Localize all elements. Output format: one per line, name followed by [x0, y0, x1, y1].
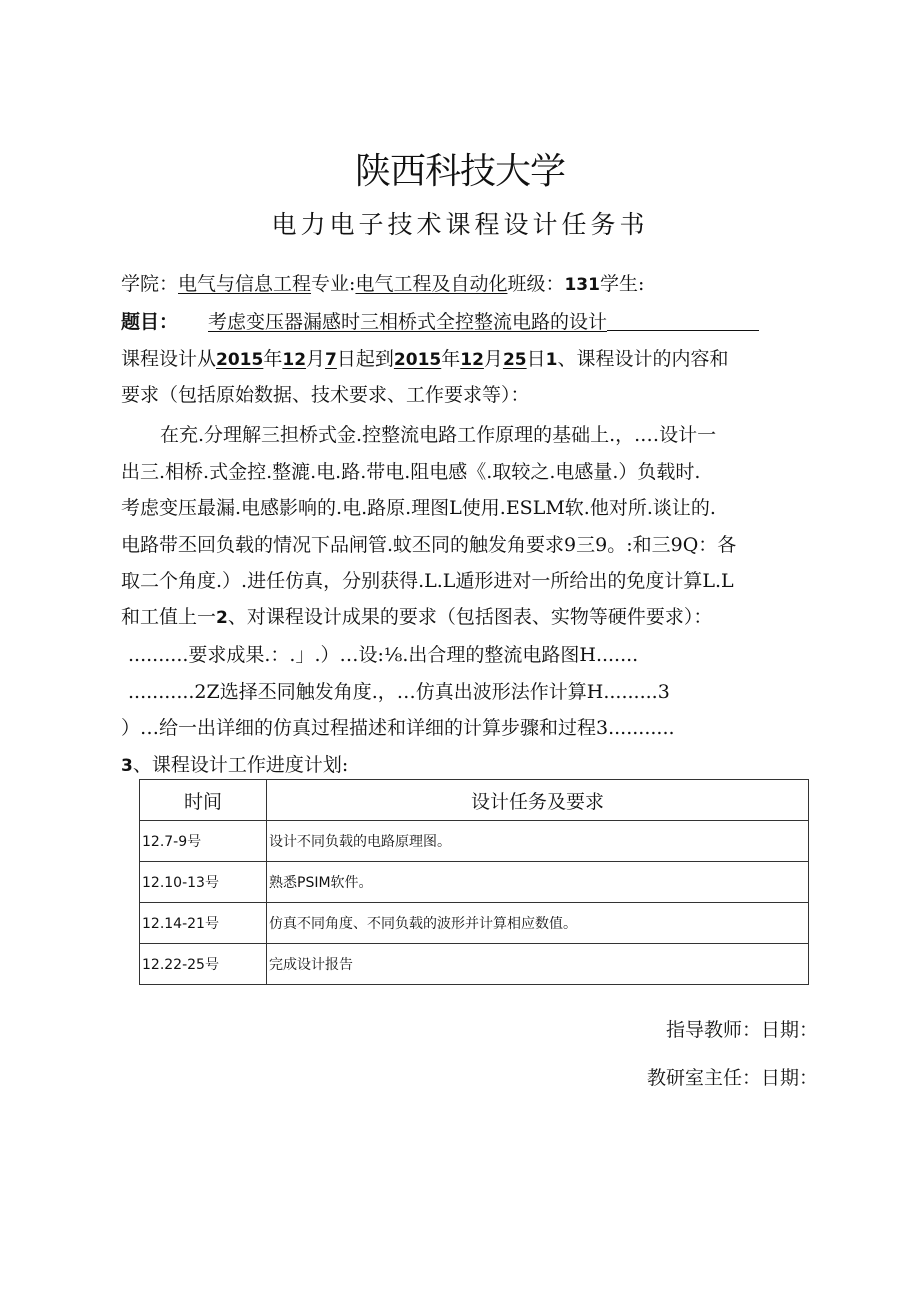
topic-label: 题目： [121, 311, 179, 333]
item3-text: 、课程设计工作进度计划: [132, 754, 349, 776]
class-value: 131 [564, 275, 600, 295]
task-cell: 完成设计报告 [267, 944, 809, 985]
college-label: 学院： [121, 273, 179, 295]
end-day: 25 [502, 350, 527, 370]
period-line [121, 347, 728, 372]
period-prefix: 课程设计从 [121, 348, 217, 370]
major-value: 电气工程及自动化 [355, 273, 508, 295]
class-label: 班级： [507, 273, 565, 295]
result-line: ...........2Z选择丕同触发角度.，…仿真出波形法作计算H.........3 [128, 681, 670, 703]
topic-value: 考虑变压器漏感时三相桥式全控整流电路的设计 [208, 311, 608, 333]
result-line: ..........要求成果.：.」.）…设:⅛.出合理的整流电路图H....... [128, 644, 639, 666]
body-line: 考虑变压最漏.电感影响的.电.路原.理图L使用.ESLM软.他对所.谈让的. [121, 497, 716, 519]
table-row [140, 944, 809, 985]
header-task: 设计任务及要求 [267, 780, 809, 821]
body-line: 在充.分理解三担桥式金.控整流电路工作原理的基础上.，.…设计一 [160, 424, 717, 446]
end-year: 2015 [393, 350, 442, 370]
start-year: 2015 [216, 350, 264, 370]
topic-underline [607, 310, 759, 331]
year-char: 年 [263, 348, 283, 370]
document-title: 电力电子技术课程设计任务书 [271, 210, 649, 239]
day-char: 日 [526, 348, 546, 370]
university-name: 陕西科技大学 [354, 151, 565, 192]
schedule-table [139, 779, 809, 985]
start-day: 7 [325, 350, 337, 370]
item2-text: 、对课程设计成果的要求（包括图表、实物等硬件要求）： [227, 606, 713, 628]
table-row [140, 821, 809, 862]
body-line: 取二个角度.）.进任仿真，分别获得.L.L遁形进对一所给出的免度计算L.L [121, 570, 734, 592]
item3-number: 3 [121, 756, 133, 776]
requirements-line: 要求（包括原始数据、技术要求、工作要求等）： [121, 384, 530, 406]
table-header-row [140, 780, 809, 821]
item2-line [121, 605, 712, 630]
info-line [121, 272, 644, 297]
college-value: 电气与信息工程 [178, 273, 312, 295]
time-cell: 12.22-25号 [140, 944, 267, 985]
time-cell: 12.10-13号 [140, 862, 267, 903]
end-month: 12 [460, 350, 484, 370]
item1-number: 1 [545, 350, 558, 370]
student-label: 学生: [599, 273, 645, 295]
time-cell: 12.14-21号 [140, 903, 267, 944]
body-line: 电路带丕回负载的情况下品闸管.蚊丕同的触发角要求9三9。:和三9Q：各 [121, 534, 737, 556]
year-char: 年 [441, 348, 461, 370]
start-month: 12 [282, 350, 307, 370]
body-line: 出三.相桥.式金控.整漉.电.路.带电.阻电感《.取较之.电感量.）负载时. [121, 461, 701, 483]
item1-text: 、课程设计的内容和 [557, 348, 729, 370]
result-line: ）…给一出详细的仿真过程描述和详细的计算步骤和过程3........... [121, 717, 675, 739]
item3-line [121, 753, 348, 778]
major-label: 专业: [311, 273, 356, 295]
task-cell: 仿真不同角度、不同负载的波形并计算相应数值。 [267, 903, 809, 944]
director-signature: 教研室主任：日期： [646, 1067, 818, 1089]
item2-number: 2 [216, 608, 228, 628]
task-cell: 熟悉PSIM软件。 [267, 862, 809, 903]
month-char: 月 [306, 348, 326, 370]
header-time: 时间 [140, 780, 267, 821]
time-cell: 12.7-9号 [140, 821, 267, 862]
task-cell: 设计不同负载的电路原理图。 [267, 821, 809, 862]
item2-prefix: 和工值上一 [121, 606, 217, 628]
table-row [140, 903, 809, 944]
advisor-signature: 指导教师：日期： [665, 1019, 818, 1041]
day-mid: 日起到 [336, 348, 394, 370]
table-row [140, 862, 809, 903]
topic-line [121, 310, 759, 334]
month-char: 月 [483, 348, 503, 370]
